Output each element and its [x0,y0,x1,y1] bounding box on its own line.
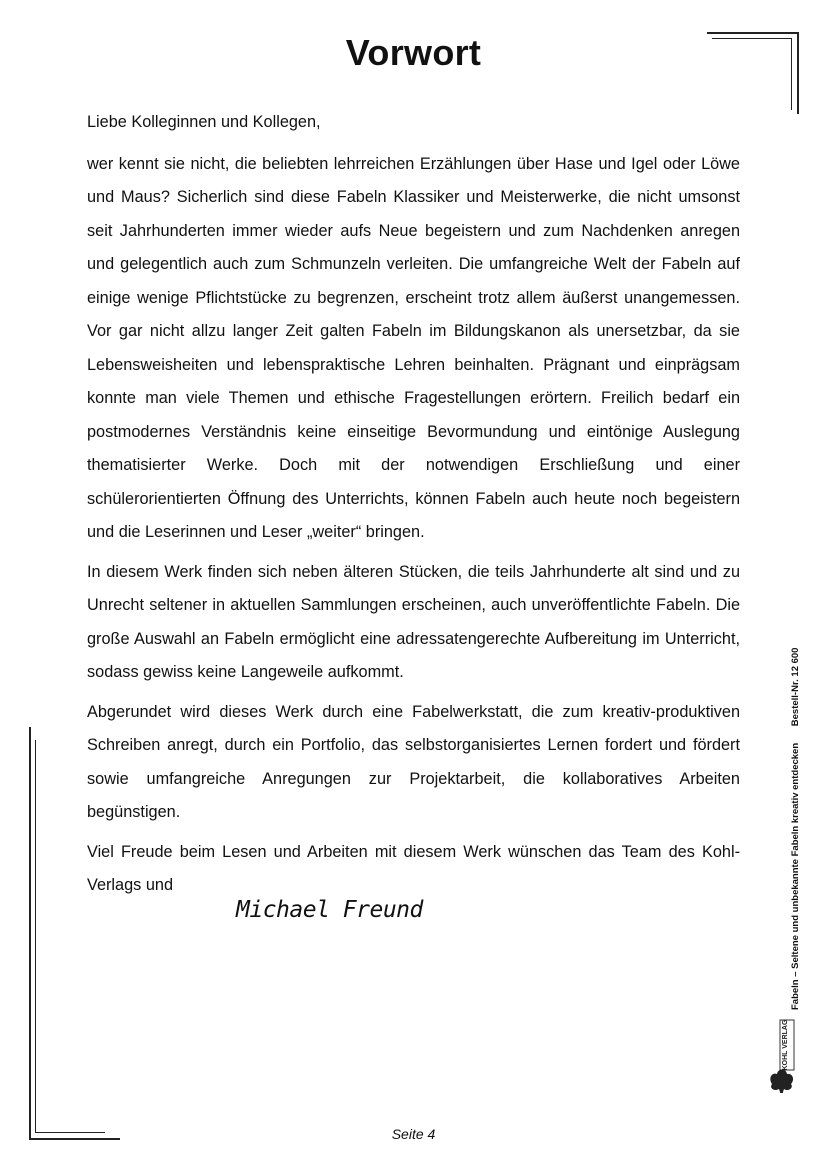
paragraph-1: wer kennt sie nicht, die beliebten lehrreichen Erzählungen über Hase und Igel oder Löwe und Maus? Sicherlich sind diese Fabeln Klassiker und Meisterwerke, die nicht umsonst seit Jahrhunderten immer wieder aufs Neue begeistern und zum Nachdenken anregen und gelegentlich auch zum Schmunzeln verleiten. Die umfangreiche Welt der Fabeln auf einige wenige Pflichtstücke zu begrenzen, erscheint trotz allem äußerst unangemessen. Vor gar nicht allzu langer Zeit galten Fabeln im Bildungskanon als unersetzbar, da sie Lebensweisheiten und lebenspraktische Lehren beinhalten. Prägnant und einprägsam konnte man viele Themen und ethische Fragestellungen erörtern. Freilich bedarf ein postmodernes Verständnis keine einseitige Bevormundung und eintönige Auslegung thematisierter Werke. Doch mit der notwendigen Erschließung und einer schülerorientierten Öffnung des Unterrichts, können Fabeln auch heute noch begeistern und die Leserinnen und Leser „weiter“ bringen. [87,154,740,541]
page-number: Seite 4 [391,1126,436,1142]
side-text [790,634,801,1010]
paragraph-3: Abgerundet wird dieses Werk durch eine Fabelwerkstatt, die zum kreativ-produktiven Schreiben anregt, durch ein Portfolio, das selbstorganisiertes Lernen fordert und fördert sowie umfangreiche Anregungen zur Projektarbeit, die kollaboratives Arbeiten begünstigen. [87,702,740,821]
greeting: Liebe Kolleginnen und Kollegen, [87,113,321,131]
order-number: Bestell-Nr. 12 600 [790,647,801,727]
body-text [87,106,740,909]
book-title: Fabeln – Seltene und unbekannte Fabeln kreativ entdecken [790,742,801,1010]
kohl-verlag-logo-icon [766,1018,800,1094]
signature: Michael Freund [236,897,423,923]
page-title: Vorwort [345,32,482,73]
paragraph-4: Viel Freude beim Lesen und Arbeiten mit diesem Werk wünschen das Team des Kohl-Verlags und [87,842,740,894]
svg-text:KOHL VERLAG: KOHL VERLAG [782,1019,789,1071]
paragraph-2: In diesem Werk finden sich neben älteren Stücken, die teils Jahrhunderte alt sind und zu Unrecht seltener in aktuellen Sammlungen erscheinen, auch unveröffentlichte Fabeln. Die große Auswahl an Fabeln ermöglicht eine adressatengerechte Aufbereitung im Unterricht, sodass gewiss keine Langeweile aufkommt. [87,562,740,681]
